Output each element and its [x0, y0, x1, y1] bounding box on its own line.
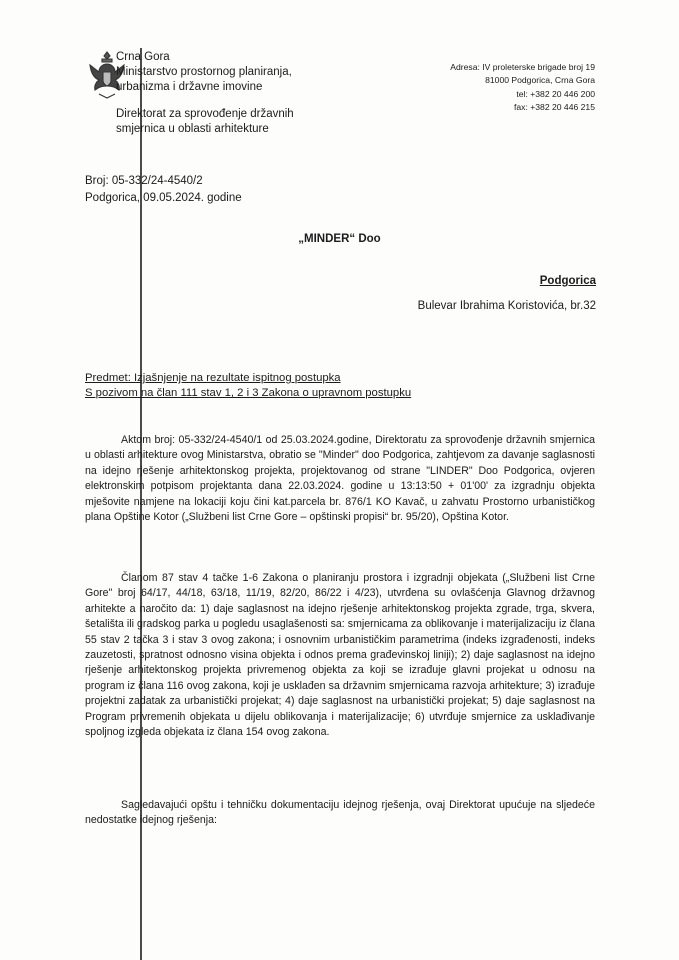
body-paragraph-2: Članom 87 stav 4 tačke 1-6 Zakona o planiranju prostora i izgradnji objekata („Službeni list Crne Gore" broj 64/17, 44/18, 63/18, 11/19, 82/20, 86/22 i 4/23), utvrđena su ovlašćenja Glavnog državnog arhitekte a naročito da: 1) daje saglasnost na idejno rješenje arhitektonskog projekta zgrade, trga, skvera, šetališta ili gradskog parka u pogledu usaglašenosti sa: smjernicama za oblikovanje i materijalizaciju iz člana 55 stav 2 tačka 3 i stav 3 ovog zakona; i osnovnim urbanističkim parametrima (indeks izgrađenosti, indeks zauzetosti, spratnost odnosno visina objekta i odnos prema građevinskoj liniji); 2) daje saglasnost na idejno rješenje arhitektonskog projekta privremenog objekta za koji se izrađuje glavni projekat u odnosu na program iz člana 116 ovog zakona, koji je usklađen sa državnim smjernicama razvoja arhitekture; 3) izrađuje projektni zadatak za urbanistički projekat; 4) daje saglasnost na urbanistički projekat; 5) daje saglasnost na Program privremenih objekata u dijelu oblikovanja i materijalizacije; 6) utvrđuje smjernice za usklađivanje spoljnog izgleda objekata iz člana 154 ovog zakona. [85, 572, 595, 739]
subject-line1: Predmet: Izjašnjenje na rezultate ispitnog postupka [85, 372, 341, 384]
ministry-name-line1: Ministarstvo prostornog planiranja, [116, 66, 292, 78]
place-date: Podgorica, 09.05.2024. godine [85, 192, 242, 204]
recipient-city: Podgorica [539, 275, 596, 287]
recipient-street: Bulevar Ibrahima Koristovića, br.32 [417, 300, 596, 312]
issuer-block [116, 50, 294, 137]
reference-block [85, 173, 242, 207]
contact-tel: tel: +382 20 446 200 [516, 88, 595, 99]
contact-block [450, 61, 595, 115]
contact-address: Adresa: IV proleterske brigade broj 19 [450, 62, 595, 72]
contact-city: 81000 Podgorica, Crna Gora [485, 75, 595, 86]
subject-line2: S pozivom na član 111 stav 1, 2 i 3 Zakona o upravnom postupku [85, 387, 412, 399]
reference-number: Broj: 05-332/24-4540/2 [85, 175, 203, 187]
directorate-name-line1: Direktorat za sprovođenje državnih [116, 108, 294, 120]
subject-block [85, 371, 411, 401]
ministry-name-line2: urbanizma i državne imovine [116, 81, 263, 93]
body-paragraph-3: Sagledavajući opštu i tehničku dokumentaciju idejnog rješenja, ovaj Direktorat upućuje na sljedeće nedostatke idejnog rješenja: [85, 799, 595, 827]
country-name: Crna Gora [116, 51, 170, 63]
body-paragraph-1: Aktom broj: 05-332/24-4540/1 od 25.03.2024.godine, Direktoratu za sprovođenje državnih smjernica u oblasti arhitekture ovog Ministarstva, obratio se "Minder" doo Podgorica, zahtjevom za davanje saglasnosti na idejno rješenje arhitektonskog projekta, projektovanog od strane "LINDER" Doo Podgorica, ovjeren elektronskim potpisom projektanta dana 22.03.2024. godine u 13:13:50 + 01'00' za izgradnju objekta mješovite namjene na lokaciji koju čini kat.parcela br. 876/1 KO Kavač, u zahvatu Prostorno urbanističkog plana Opštine Kotor („Službeni list Crne Gore – opštinski propisi“ br. 95/20), Opština Kotor. [85, 434, 595, 524]
recipient-name: „MINDER“ Doo [298, 233, 381, 245]
directorate-name-line2: smjernica u oblasti arhitekture [116, 123, 269, 135]
contact-fax: fax: +382 20 446 215 [514, 102, 595, 113]
